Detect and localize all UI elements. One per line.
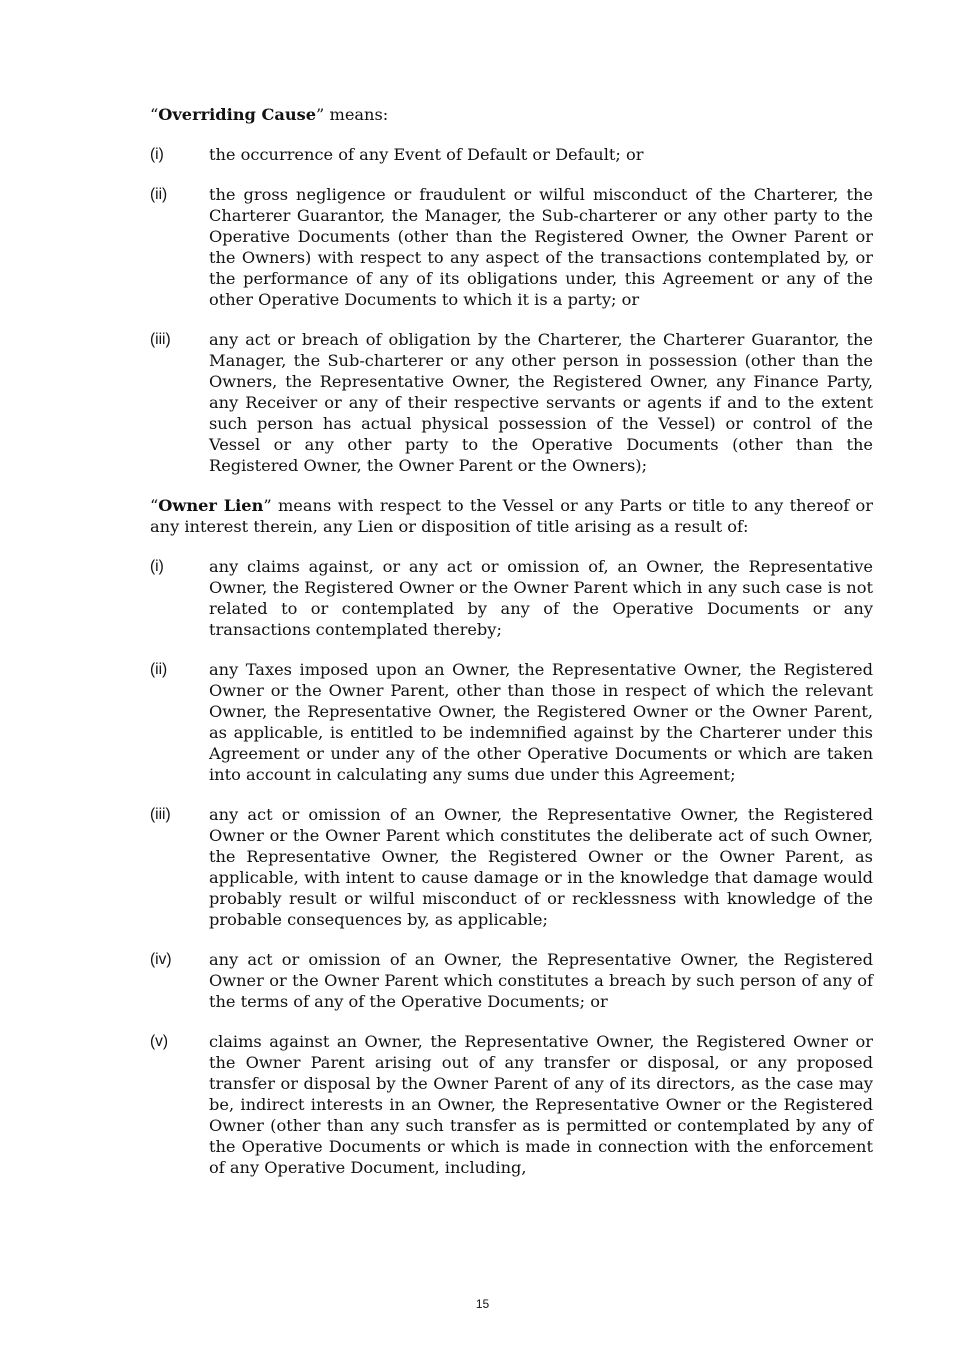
list-item: [150, 184, 873, 310]
item-label: (ii): [150, 186, 168, 203]
definition-items: [150, 144, 873, 476]
item-label: (ii): [150, 661, 168, 678]
item-text: the occurrence of any Event of Default or Default; or: [209, 145, 644, 164]
definition-items: [150, 556, 873, 1178]
page-number: 15: [475, 1297, 490, 1311]
list-item: [150, 949, 873, 1012]
item-text: any Taxes imposed upon an Owner, the Representative Owner, the Registered Owner or the Owner Parent, other than those in respect of which the relevant Owner, the Representative Owner, the Registered Owner or the Owner Parent, as applicable, is entitled to be indemnified against by the Charterer under this Agreement or under any of the other Operative Documents or which are taken into account in calculating any sums due under this Agreement;: [209, 660, 873, 784]
close-quote: ”: [263, 496, 272, 515]
item-label: (v): [150, 1033, 169, 1050]
list-item: [150, 804, 873, 930]
item-label: (iii): [150, 806, 171, 823]
list-item: [150, 556, 873, 640]
definition-lead: means:: [324, 105, 389, 124]
item-text: any act or omission of an Owner, the Representative Owner, the Registered Owner or the Owner Parent which constitutes the deliberate act of such Owner, the Representative Owner, the Registered Owner or the Owner Parent, as applicable, with intent to cause damage or in the knowledge that damage would probably result or wilful misconduct of or recklessness with knowledge of the probable consequences by, as applicable;: [209, 805, 873, 929]
definition-overriding-cause: [150, 104, 873, 476]
item-text: any claims against, or any act or omission of, an Owner, the Representative Owner, the Registered Owner or the Owner Parent which in any such case is not related to or contemplated by any of the Operative Documents or any transactions contemplated thereby;: [209, 557, 873, 639]
item-text: claims against an Owner, the Representative Owner, the Registered Owner or the Owner Parent arising out of any transfer or disposal, or any proposed transfer or disposal by the Owner Parent of any of its directors, as the case may be, indirect interests in an Owner, the Representative Owner or the Registered Owner (other than any such transfer as is permitted or contemplated by any of the Operative Documents or which is made in connection with the enforcement of any Operative Document, including,: [209, 1032, 873, 1177]
item-text: any act or omission of an Owner, the Representative Owner, the Registered Owner or the Owner Parent which constitutes a breach by such person of any of the terms of any of the Operative Documents; or: [209, 950, 873, 1011]
definition-lead: means with respect to the Vessel or any Parts or title to any thereof or any interest therein, any Lien or disposition of title arising as a result of:: [150, 496, 873, 536]
open-quote: “: [150, 496, 159, 515]
item-label: (iv): [150, 951, 172, 968]
definition-heading: [150, 104, 873, 125]
close-quote: ”: [316, 105, 325, 124]
item-label: (i): [150, 146, 164, 163]
item-text: any act or breach of obligation by the Charterer, the Charterer Guarantor, the Manager, the Sub-charterer or any other person in possession (other than the Owners, the Representative Owner, the Registered Owner, any Finance Party, any Receiver or any of their respective servants or agents if and to the extent such person has actual physical possession of the Vessel) or control of the Vessel or any other party to the Operative Documents (other than the Registered Owner, the Owner Parent or the Owners);: [209, 330, 873, 475]
item-label: (iii): [150, 331, 171, 348]
list-item: [150, 144, 873, 165]
defined-term: Overriding Cause: [158, 105, 317, 124]
open-quote: “: [150, 105, 159, 124]
definition-heading: [150, 495, 873, 537]
definition-owner-lien: [150, 495, 873, 1178]
item-text: the gross negligence or fraudulent or wilful misconduct of the Charterer, the Charterer Guarantor, the Manager, the Sub-charterer or any other party to the Operative Documents (other than the Registered Owner, the Owner Parent or the Owners) with respect to any aspect of the transactions contemplated by, or the performance of any of its obligations under, this Agreement or any of the other Operative Documents to which it is a party; or: [209, 185, 873, 309]
list-item: [150, 659, 873, 785]
item-label: (i): [150, 558, 164, 575]
list-item: [150, 329, 873, 476]
defined-term: Owner Lien: [158, 496, 264, 515]
list-item: [150, 1031, 873, 1178]
